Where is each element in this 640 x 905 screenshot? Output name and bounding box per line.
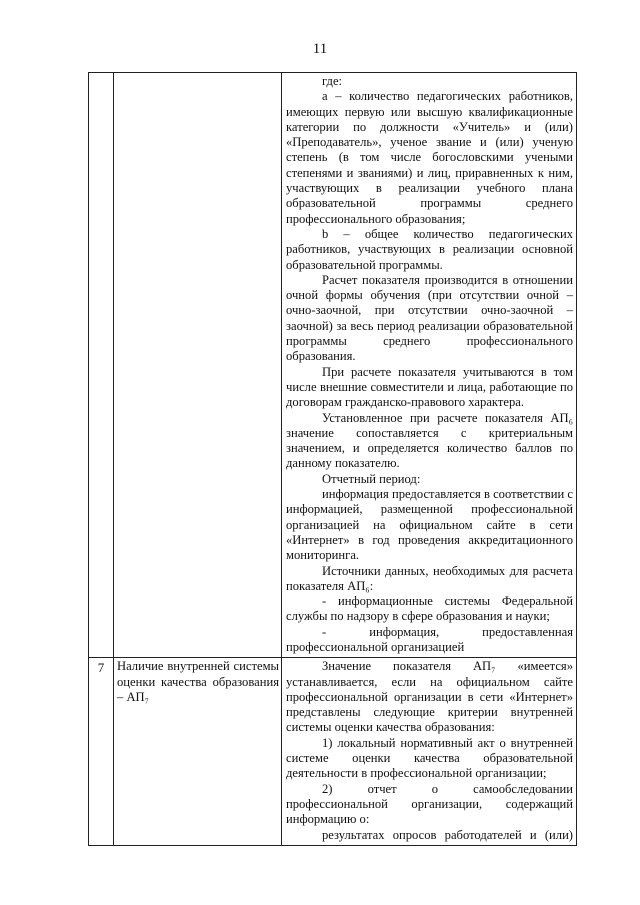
indicator-description xyxy=(282,73,576,657)
row-number: 7 xyxy=(97,660,105,676)
description-paragraph: Установленное при расчете показателя АП₆ значение сопоставляется с критериальным значением, и определяется количество баллов по данному показателю. xyxy=(286,410,573,471)
description-paragraph: При расчете показателя учитываются в том числе внешние совместители и лица, работающие по договорам гражданско-правового характера. xyxy=(286,364,573,410)
table-row xyxy=(89,658,577,846)
indicator-name xyxy=(114,73,281,74)
description-paragraph: информация предоставляется в соответствии с информацией, размещенной профессиональной организацией на официальном сайте в сети «Интернет» в год проведения аккредитационного мониторинга. xyxy=(286,487,573,563)
indicator-description-cell xyxy=(282,73,577,658)
description-paragraph: 1) локальный нормативный акт о внутренней системе оценки качества образовательной деятельности в профессиональной организации; xyxy=(286,735,573,781)
description-paragraph: 2) отчет о самообследовании профессиональной организации, содержащий информацию о: xyxy=(286,781,573,827)
page-number: 11 xyxy=(312,41,328,57)
indicator-description xyxy=(282,658,576,845)
indicator-name: Наличие внутренней системы оценки качества образования – АП₇ xyxy=(117,659,279,704)
description-paragraph: - информационные системы Федеральной службы по надзору в сфере образования и науки; xyxy=(286,594,573,624)
row-number-cell xyxy=(89,658,114,846)
description-paragraph: Значение показателя АП₇ «имеется» устанавливается, если на официальном сайте профессиональной организации в сети «Интернет» представлены следующие критерии внутренней системы оценки качества образования: xyxy=(286,659,573,735)
description-paragraph: b – общее количество педагогических работников, участвующих в реализации основной образовательной программы. xyxy=(286,226,573,272)
row-number xyxy=(89,73,113,75)
description-paragraph: результатах опросов работодателей и (или) xyxy=(322,827,573,842)
description-paragraph: а – количество педагогических работников, имеющих первую или высшую квалификационные категории по должности «Учитель» и (или) «Преподаватель», ученое звание и (или) ученую степень (в том числе богословскими учеными степенями и званиями) и лиц, приравненных к ним, участвующих в реализации учебного плана образовательной программы среднего профессионального образования; xyxy=(286,89,573,226)
table-row xyxy=(89,73,577,658)
criteria-table xyxy=(88,72,577,846)
indicator-name-cell xyxy=(114,73,282,658)
description-paragraph: - информация, предоставленная профессиональной организацией xyxy=(286,624,573,654)
description-paragraph: Отчетный период: xyxy=(322,471,421,486)
row-number-cell xyxy=(89,73,114,658)
indicator-name-cell xyxy=(114,658,282,846)
description-paragraph: где: xyxy=(322,74,343,88)
indicator-description-cell xyxy=(282,658,577,846)
description-paragraph: Расчет показателя производится в отношении очной формы обучения (при отсутствии очной – очно-заочной, при отсутствии очно-заочной – заочной) за весь период реализации образовательной программы среднего профессионального образования. xyxy=(286,272,573,364)
description-paragraph: Источники данных, необходимых для расчета показателя АП₆: xyxy=(286,563,573,593)
